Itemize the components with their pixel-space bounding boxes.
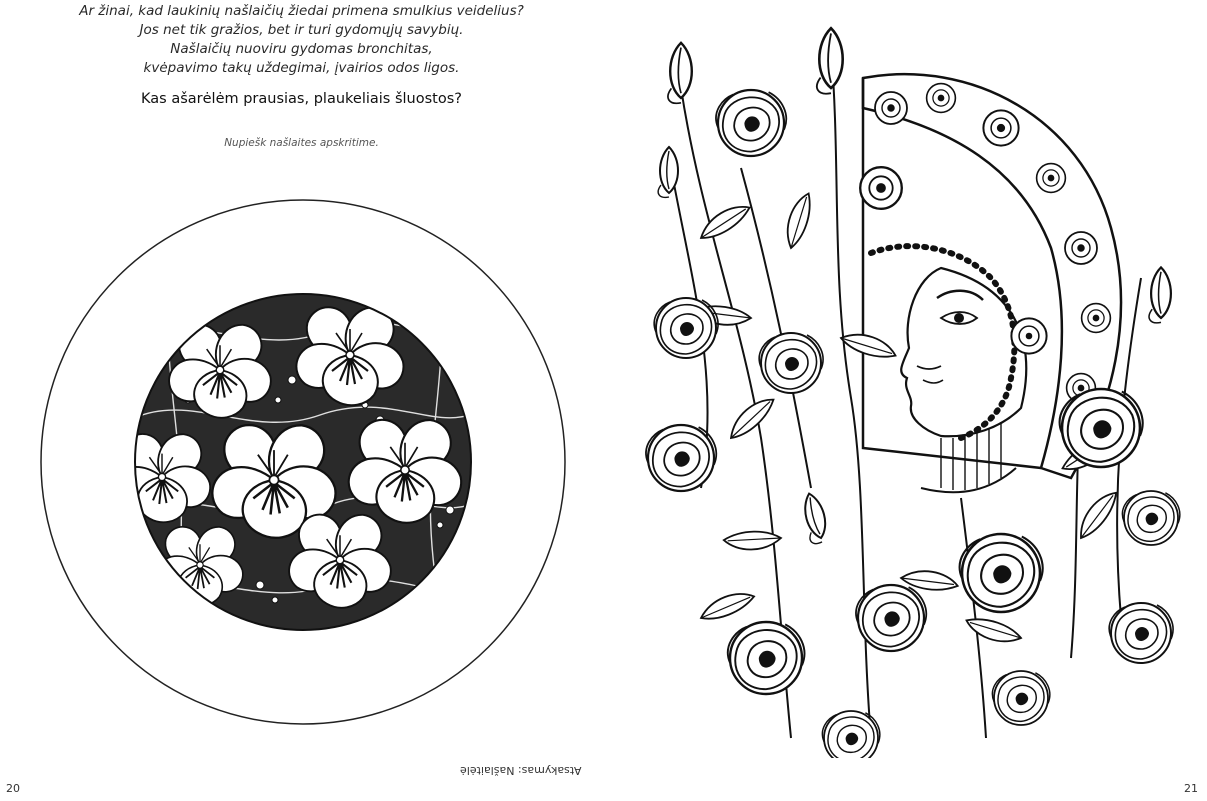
intro-line: Našlaičių nuoviru gydomas bronchitas, [170,41,433,57]
left-page [0,0,603,801]
intro-text [0,2,603,78]
pansy-circle-illustration [30,190,575,735]
riddle-question: Kas ašarėlėm prausias, plaukeliais šluostos? [141,91,462,107]
upside-down-answer: Atsakymas: Našlaitėlė [460,764,582,777]
intro-line: Jos net tik gražios, bet ir turi gydomųjų savybių. [139,22,464,38]
intro-line: Ar žinai, kad laukinių našlaičių žiedai primena smulkius veidelius? [79,3,524,19]
page-number: 20 [6,782,20,795]
right-page [603,0,1207,801]
drawing-instruction: Nupiešk našlaites apskritime. [224,137,379,149]
page-number: 21 [1184,782,1198,795]
woman-with-roses-illustration [641,18,1201,758]
intro-line: kvėpavimo takų uždegimai, įvairios odos ligos. [143,60,460,76]
